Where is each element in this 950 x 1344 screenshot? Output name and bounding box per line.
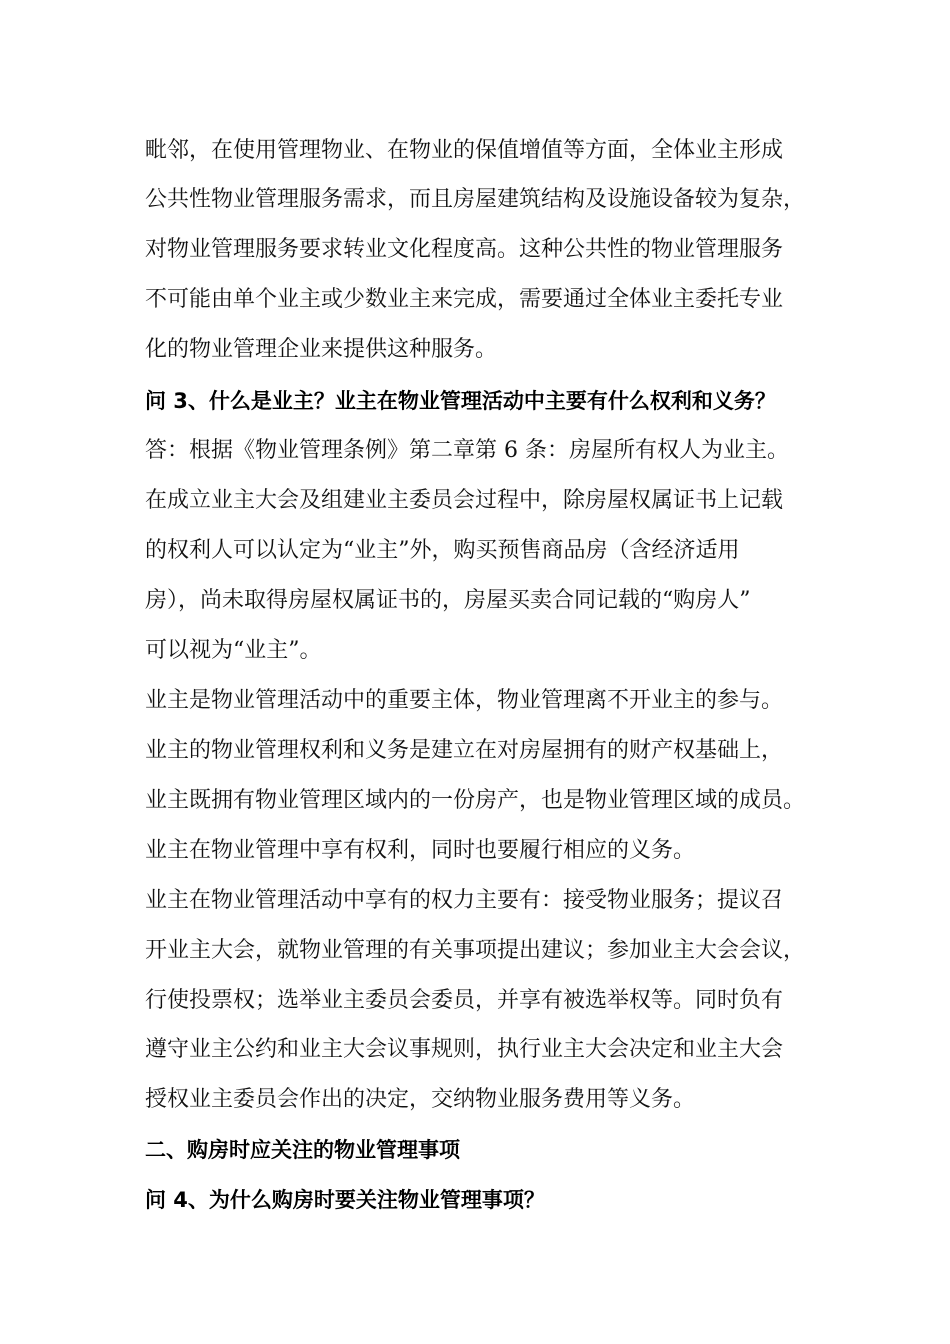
paragraph-line: 授权业主委员会作出的决定，交纳物业服务费用等义务。 — [145, 1087, 696, 1112]
paragraph-line: 毗邻，在使用管理物业、在物业的保值增值等方面，全体业主形成 — [145, 138, 784, 163]
paragraph-line: 业主在物业管理活动中享有的权力主要有：接受物业服务；提议召 — [145, 888, 784, 913]
question-heading: 问 3、什么是业主？业主在物业管理活动中主要有什么权利和义务？ — [145, 389, 776, 413]
paragraph-line: 化的物业管理企业来提供这种服务。 — [145, 337, 498, 362]
paragraph-line: 开业主大会，就物业管理的有关事项提出建议；参加业主大会会议， — [145, 938, 806, 963]
paragraph-line: 业主是物业管理活动中的重要主体，物业管理离不开业主的参与。 — [145, 688, 784, 713]
paragraph-line: 答：根据《物业管理条例》第二章第 6 条：房屋所有权人为业主。 — [145, 438, 789, 463]
paragraph-line: 业主在物业管理中享有权利，同时也要履行相应的义务。 — [145, 838, 696, 863]
paragraph-line: 行使投票权；选举业主委员会委员，并享有被选举权等。同时负有 — [145, 988, 784, 1013]
paragraph-line: 可以视为“业主”。 — [145, 638, 322, 663]
section-heading: 二、购房时应关注的物业管理事项 — [145, 1138, 460, 1162]
paragraph-line: 对物业管理服务要求转业文化程度高。这种公共性的物业管理服务 — [145, 237, 784, 262]
paragraph-line: 公共性物业管理服务需求，而且房屋建筑结构及设施设备较为复杂， — [145, 187, 806, 212]
paragraph-line: 不可能由单个业主或少数业主来完成，需要通过全体业主委托专业 — [145, 287, 784, 312]
paragraph-line: 房），尚未取得房屋权属证书的，房屋买卖合同记载的“购房人” — [145, 588, 751, 613]
paragraph-line: 的权利人可以认定为“业主”外，购买预售商品房（含经济适用 — [145, 538, 740, 563]
question-heading: 问 4、为什么购房时要关注物业管理事项？ — [145, 1188, 545, 1212]
paragraph-line: 遵守业主公约和业主大会议事规则，执行业主大会决定和业主大会 — [145, 1037, 784, 1062]
paragraph-line: 业主既拥有物业管理区域内的一份房产，也是物业管理区域的成员。 — [145, 788, 806, 813]
paragraph-line: 业主的物业管理权利和义务是建立在对房屋拥有的财产权基础上， — [145, 738, 784, 763]
paragraph-line: 在成立业主大会及组建业主委员会过程中，除房屋权属证书上记载 — [145, 488, 784, 513]
